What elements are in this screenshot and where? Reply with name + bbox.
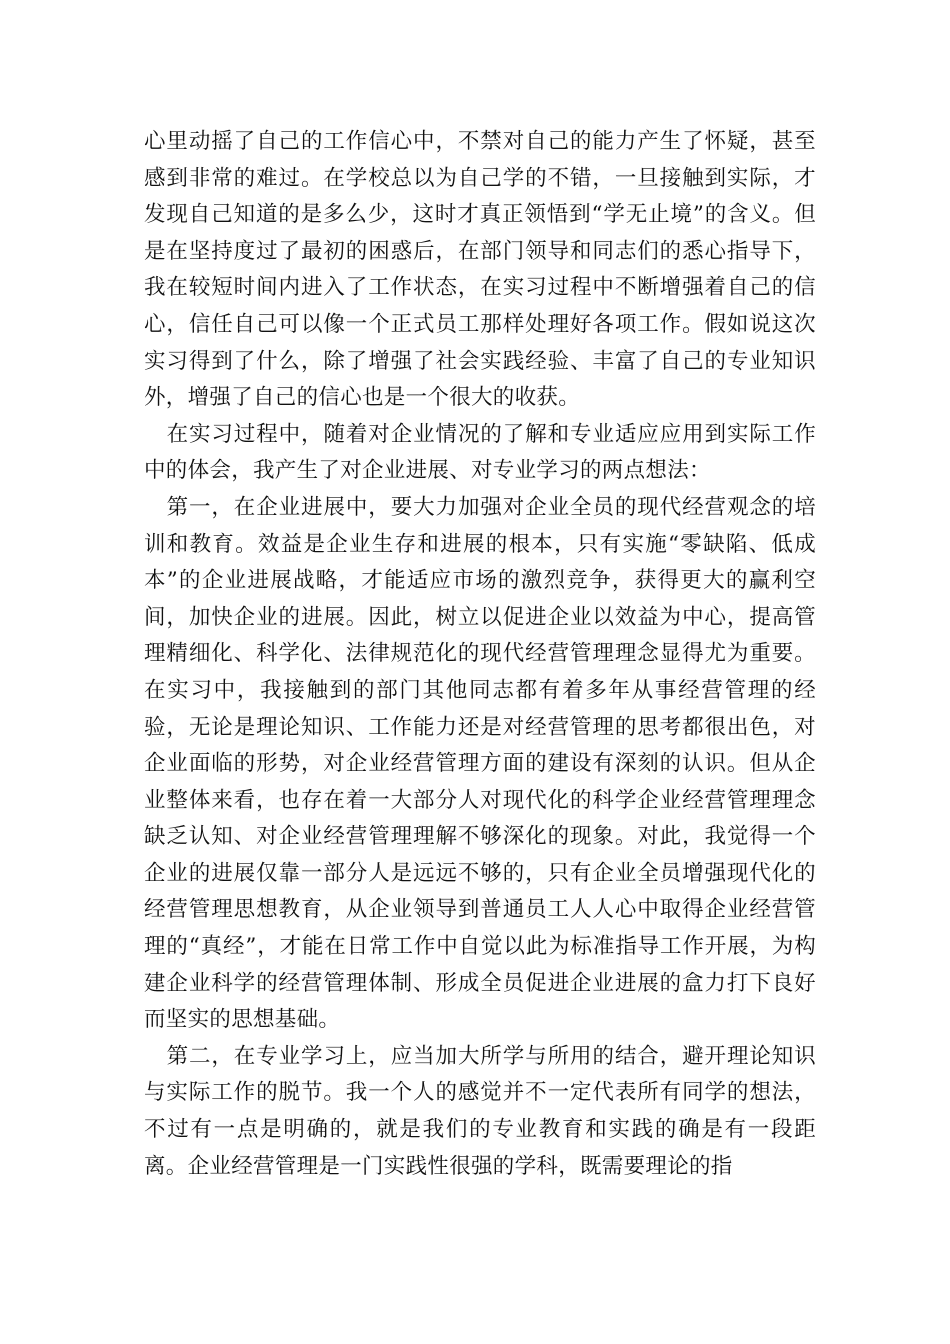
paragraph-1: 心里动摇了自己的工作信心中，不禁对自己的能力产生了怀疑，甚至感到非常的难过。在学校总以为自己学的不错，一旦接触到实际，才发现自己知道的是多么少，这时才真正领悟到“学无止境”的含义。但是在坚持度过了最初的困惑后，在部门领导和同志们的悉心指导下，我在较短时间内进入了工作状态，在实习过程中不断增强着自己的信心，信任自己可以像一个正式员工那样处理好各项工作。假如说这次实习得到了什么，除了增强了社会实践经验、丰富了自己的专业知识外，增强了自己的信心也是一个很大的收获。	[144, 129, 816, 411]
document-body	[144, 124, 816, 1185]
paragraph-2: 在实习过程中，随着对企业情况的了解和专业适应应用到实际工作中的体会，我产生了对企业进展、对专业学习的两点想法：	[144, 421, 816, 484]
paragraph-4: 第二，在专业学习上，应当加大所学与所用的结合，避开理论知识与实际工作的脱节。我一个人的感觉并不一定代表所有同学的想法，不过有一点是明确的，就是我们的专业教育和实践的确是有一段距离。企业经营管理是一门实践性很强的学科，既需要理论的指	[144, 1043, 816, 1179]
paragraph-3: 第一，在企业进展中，要大力加强对企业全员的现代经营观念的培训和教育。效益是企业生存和进展的根本，只有实施“零缺陷、低成本”的企业进展战略，才能适应市场的激烈竞争，获得更大的赢利空间，加快企业的进展。因此，树立以促进企业以效益为中心，提高管理精细化、科学化、法律规范化的现代经营管理理念显得尤为重要。在实习中，我接触到的部门其他同志都有着多年从事经营管理的经验，无论是理论知识、工作能力还是对经营管理的思考都很出色，对企业面临的形势，对企业经营管理方面的建设有深刻的认识。但从企业整体来看，也存在着一大部分人对现代化的科学企业经营管理理念缺乏认知、对企业经营管理理解不够深化的现象。对此，我觉得一个企业的进展仅靠一部分人是远远不够的，只有企业全员增强现代化的经营管理思想教育，从企业领导到普通员工人人心中取得企业经营管理的“真经”，才能在日常工作中自觉以此为标准指导工作开展，为构建企业科学的经营管理体制、形成全员促进企业进展的盒力打下良好而坚实的思想基础。	[144, 494, 816, 1033]
